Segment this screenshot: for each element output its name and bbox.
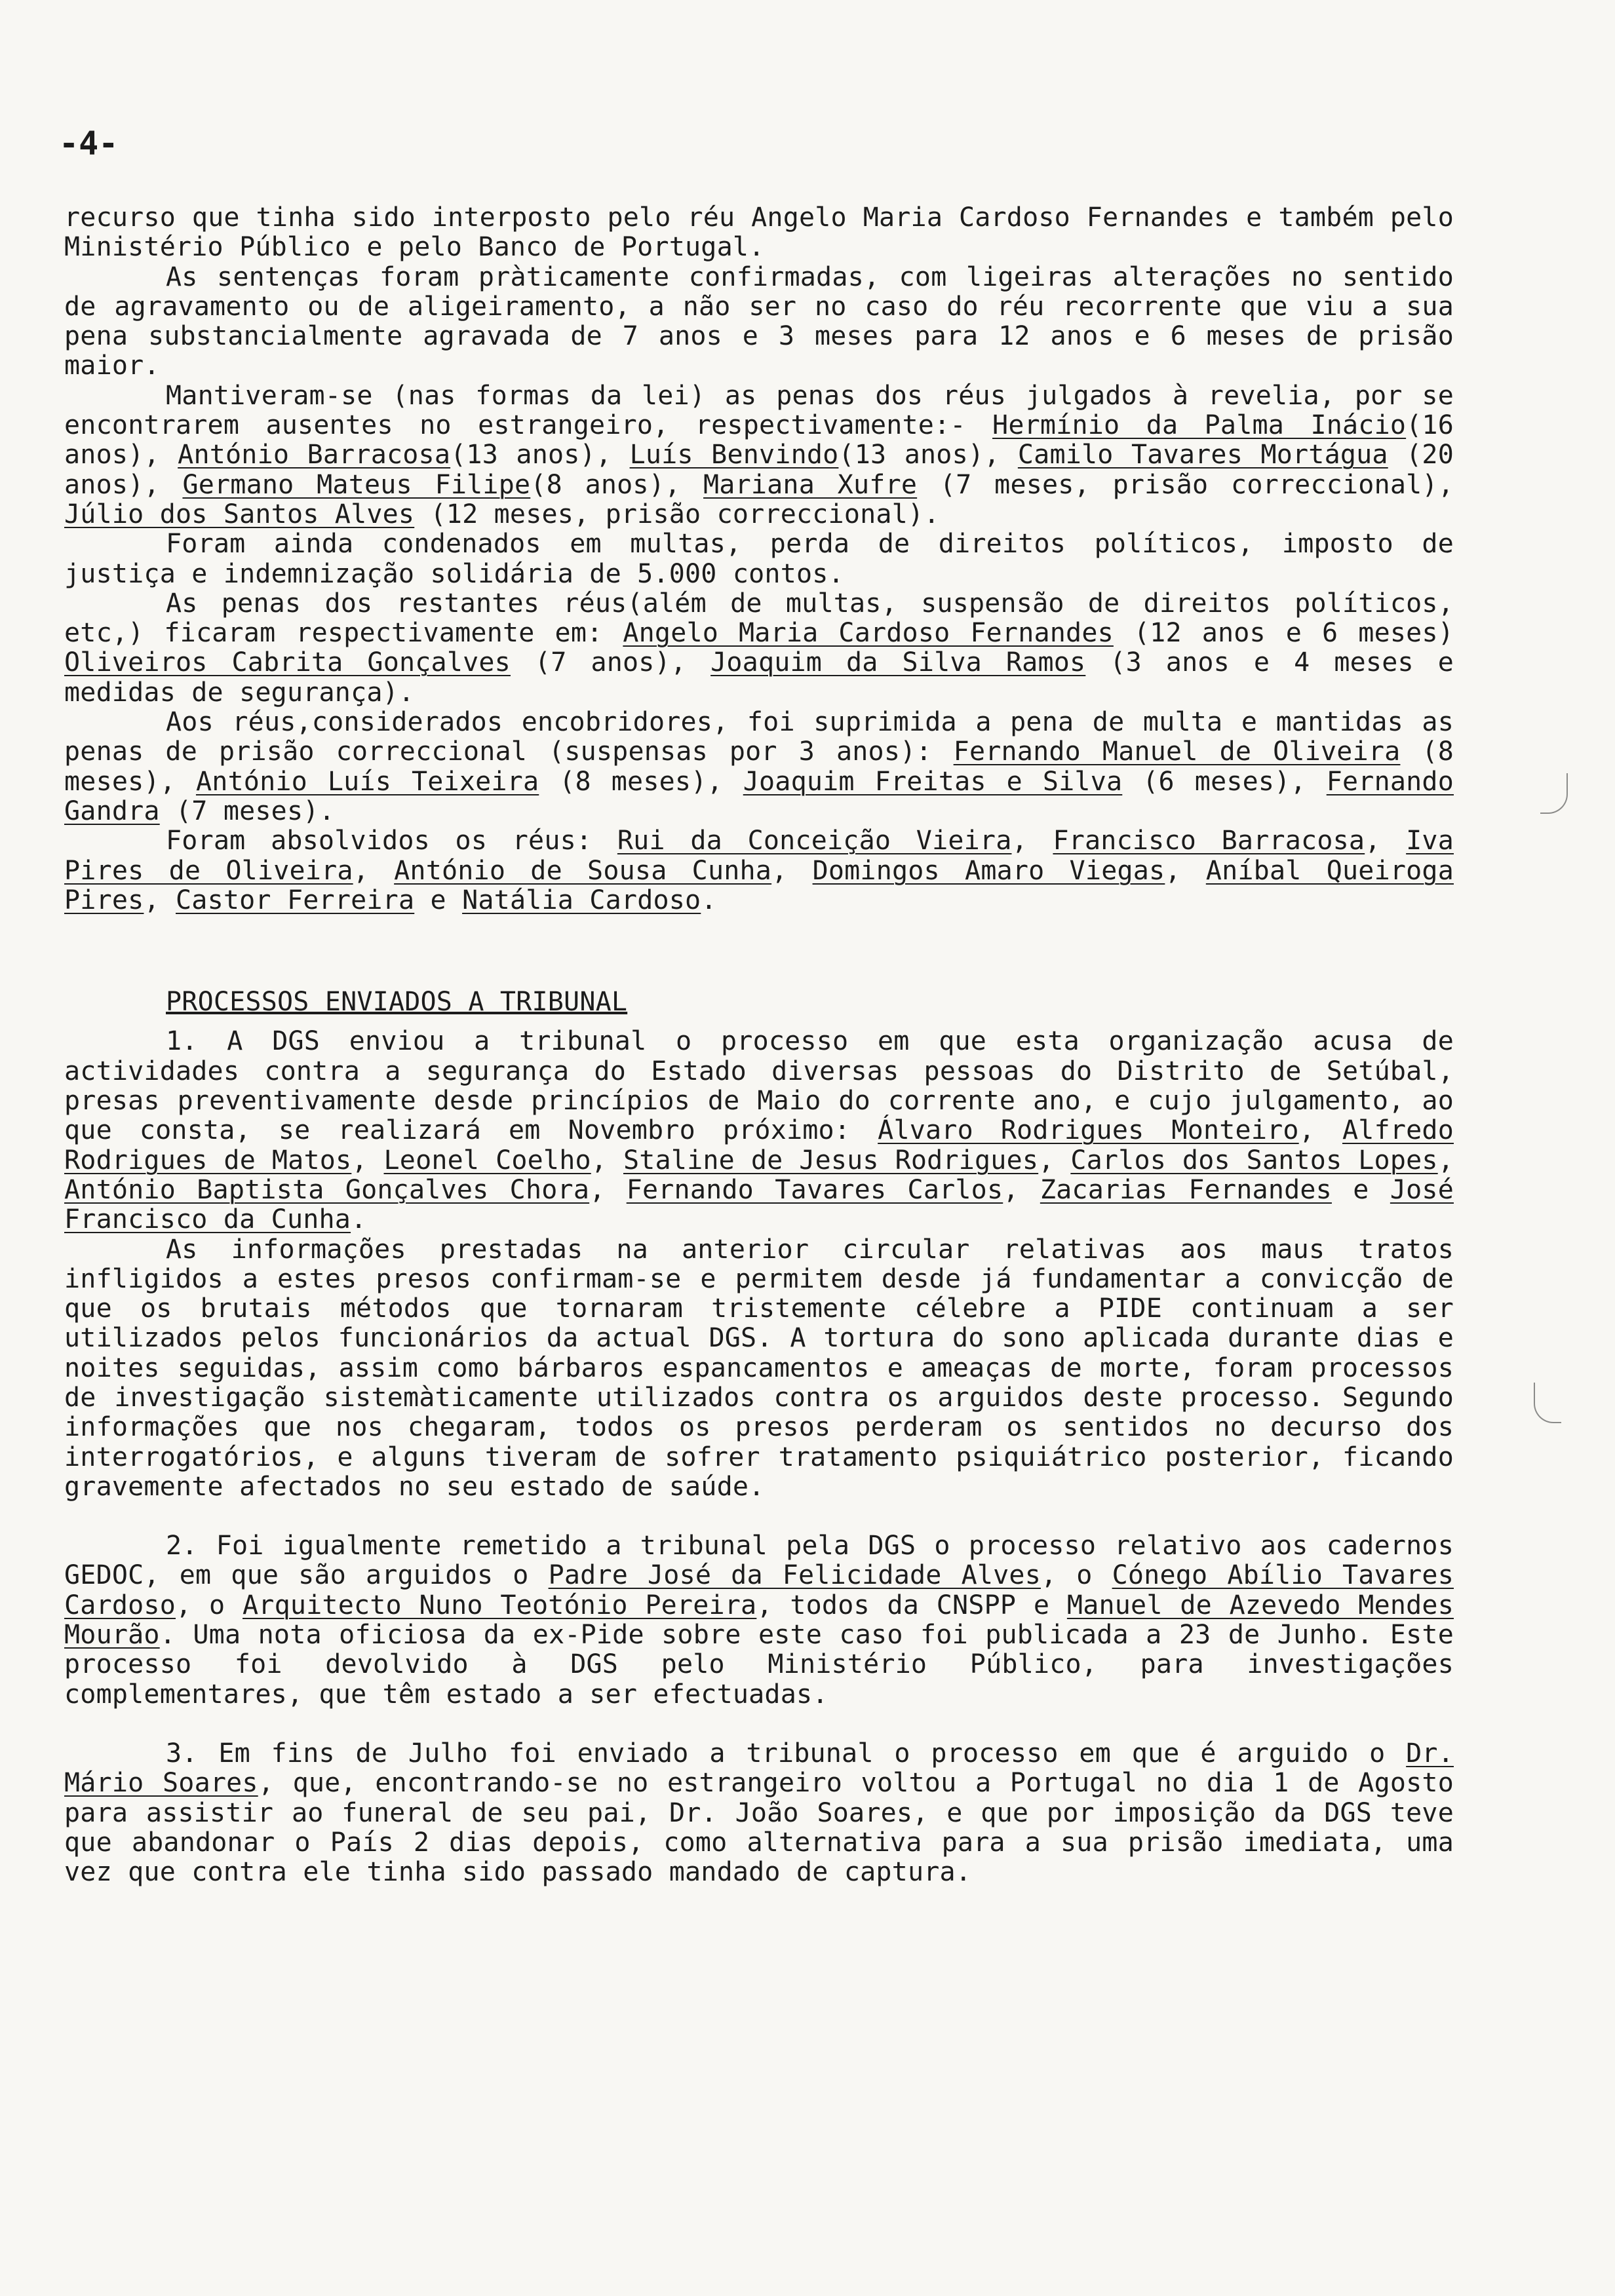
defendant-name: António Baptista Gonçalves Chora <box>64 1174 590 1205</box>
paragraph-informacoes: As informações prestadas na anterior circular relativas aos maus tratos infligidos a estes presos confirmam-se e permitem desde já fundamentar a convicção de que os brutais métodos que tornaram tristemente célebre a PIDE continuam a ser utilizados pelos funcionários da actual DGS. A tortura do sono aplicada durante dias e noites seguidas, assim como bárbaros espancamentos e ameaças de morte, foram processos de investigação sistemàticamente utilizados contra os arguidos deste processo. Segundo informações que nos chegaram, todos os presos perderam os sentidos no decurso dos interrogatórios, e alguns tiveram de sofrer tratamento psiquiátrico posterior, ficando gravemente afectados no seu estado de saúde. <box>64 1234 1454 1502</box>
defendant-name: Hermínio da Palma Inácio <box>992 410 1407 441</box>
defendant-name: Castor Ferreira <box>176 885 415 915</box>
paragraph-multas: Foram ainda condenados em multas, perda de direitos políticos, imposto de justiça e indemnização solidária de 5.000 contos. <box>64 529 1454 589</box>
margin-mark <box>1534 1383 1561 1423</box>
defendant-name: Camilo Tavares Mortágua <box>1017 440 1388 470</box>
margin-mark <box>1540 773 1568 814</box>
defendant-name: Joaquim Freitas e Silva <box>743 766 1123 797</box>
defendant-name: Rui da Conceição Vieira <box>617 826 1012 856</box>
defendant-name: Aníbal Queiroga Pires <box>64 855 1454 915</box>
defendant-name: Angelo Maria Cardoso Fernandes <box>623 618 1114 649</box>
defendant-name: Mariana Xufre <box>703 469 918 500</box>
defendant-name: Padre José da Felicidade Alves <box>548 1560 1041 1591</box>
paragraph-item-3: 3. Em fins de Julho foi enviado a tribunal o processo em que é arguido o Dr. Mário Soares, que, encontrando-se no estrangeiro voltou a Portugal no dia 1 de Agosto para assistir ao funeral de seu pai, Dr. João Soares, e que por imposição da DGS teve que abandonar o País 2 dias depois, como alternativa para a sua prisão imediata, uma vez que contra ele tinha sido passado mandado de captura. <box>64 1738 1454 1888</box>
paragraph-item-2: 2. Foi igualmente remetido a tribunal pela DGS o processo relativo aos cadernos GEDOC, em que são arguidos o Padre José da Felicidade Alves, o Cónego Abílio Tavares Cardoso, o Arquitecto Nuno Teotónio Pereira, todos da CNSPP e Manuel de Azevedo Mendes Mourão. Uma nota oficiosa da ex-Pide sobre este caso foi publicada a 23 de Junho. Este processo foi devolvido à DGS pelo Ministério Público, para investigações complementares, que têm estado a ser efectuadas. <box>64 1531 1454 1710</box>
defendant-name: Joaquim da Silva Ramos <box>710 647 1086 678</box>
defendant-name: Germano Mateus Filipe <box>182 469 531 500</box>
defendant-name: Arquitecto Nuno Teotónio Pereira <box>243 1590 757 1620</box>
defendant-name: Luís Benvindo <box>629 440 839 470</box>
paragraph-restantes: As penas dos restantes réus(além de multas, suspensão de direitos políticos, etc,) ficaram respectivamente em: Angelo Maria Cardoso Fernandes (12 anos e 6 meses) Oliveiros Cabrita Gonçalves (7 anos), Joaquim da Silva Ramos (3 anos e 4 meses e medidas de segurança). <box>64 588 1454 708</box>
section-heading: PROCESSOS ENVIADOS A TRIBUNAL <box>166 987 628 1018</box>
defendant-name: António Luís Teixeira <box>195 766 539 797</box>
defendant-name: José Francisco da Cunha <box>64 1174 1454 1235</box>
document-body <box>64 203 1454 1887</box>
defendant-name: Cónego Abílio Tavares Cardoso <box>64 1560 1454 1620</box>
defendant-name: Fernando Manuel de Oliveira <box>953 737 1401 767</box>
defendant-name: Dr. Mário Soares <box>64 1738 1454 1799</box>
defendant-name: António de Sousa Cunha <box>394 855 772 886</box>
defendant-name: Fernando Gandra <box>64 766 1454 826</box>
defendant-name: Fernando Tavares Carlos <box>626 1174 1003 1205</box>
defendant-name: Álvaro Rodrigues Monteiro <box>878 1115 1299 1146</box>
defendant-name: Domingos Amaro Viegas <box>812 855 1165 886</box>
defendant-name: Carlos dos Santos Lopes <box>1070 1145 1438 1176</box>
defendant-name: Francisco Barracosa <box>1053 826 1365 856</box>
page-number: -4- <box>59 124 119 163</box>
paragraph-encobridores: Aos réus,considerados encobridores, foi suprimida a pena de multa e mantidas as penas de prisão correccional (suspensas por 3 anos): Fernando Manuel de Oliveira (8 meses), António Luís Teixeira (8 meses), Joaquim Freitas e Silva (6 meses), Fernando Gandra (7 meses). <box>64 707 1454 826</box>
defendant-name: Zacarias Fernandes <box>1040 1174 1332 1205</box>
paragraph-recurso: recurso que tinha sido interposto pelo réu Angelo Maria Cardoso Fernandes e também pelo Ministério Público e pelo Banco de Portugal. <box>64 202 1454 263</box>
defendant-name: Oliveiros Cabrita Gonçalves <box>64 647 511 678</box>
paragraph-absolvidos: Foram absolvidos os réus: Rui da Conceição Vieira, Francisco Barracosa, Iva Pires de Oliveira, António de Sousa Cunha, Domingos Amaro Viegas, Aníbal Queiroga Pires, Castor Ferreira e Natália Cardoso. <box>64 826 1454 915</box>
defendant-name: Manuel de Azevedo Mendes Mourão <box>64 1590 1454 1651</box>
defendant-name: Leonel Coelho <box>383 1145 591 1176</box>
defendant-name: Iva Pires de Oliveira <box>64 826 1454 886</box>
paragraph-sentencas: As sentenças foram pràticamente confirmadas, com ligeiras alterações no sentido de agravamento ou de aligeiramento, a não ser no caso do réu recorrente que viu a sua pena substancialmente agravada de 7 anos e 3 meses para 12 anos e 6 meses de prisão maior. <box>64 261 1454 381</box>
defendant-name: Natália Cardoso <box>462 885 701 915</box>
defendant-name: Staline de Jesus Rodrigues <box>623 1145 1039 1176</box>
paragraph-item-1: 1. A DGS enviou a tribunal o processo em que esta organização acusa de actividades contra a segurança do Estado diversas pessoas do Distrito de Setúbal, presas preventivamente desde princípios de Maio do corrente ano, e cujo julgamento, ao que consta, se realizará em Novembro próximo: Álvaro Rodrigues Monteiro, Alfredo Rodrigues de Matos, Leonel Coelho, Staline de Jesus Rodrigues, Carlos dos Santos Lopes, António Baptista Gonçalves Chora, Fernando Tavares Carlos, Zacarias Fernandes e José Francisco da Cunha. <box>64 1026 1454 1235</box>
defendant-name: Júlio dos Santos Alves <box>64 499 415 529</box>
defendant-name: António Barracosa <box>178 440 451 470</box>
defendant-name: Alfredo Rodrigues de Matos <box>64 1115 1454 1176</box>
paragraph-revelia: Mantiveram-se (nas formas da lei) as penas dos réus julgados à revelia, por se encontrarem ausentes no estrangeiro, respectivamente:- Hermínio da Palma Inácio(16 anos), António Barracosa(13 anos), Luís Benvindo(13 anos), Camilo Tavares Mortágua (20 anos), Germano Mateus Filipe(8 anos), Mariana Xufre (7 meses, prisão correccional), Júlio dos Santos Alves (12 meses, prisão correccional). <box>64 380 1454 529</box>
